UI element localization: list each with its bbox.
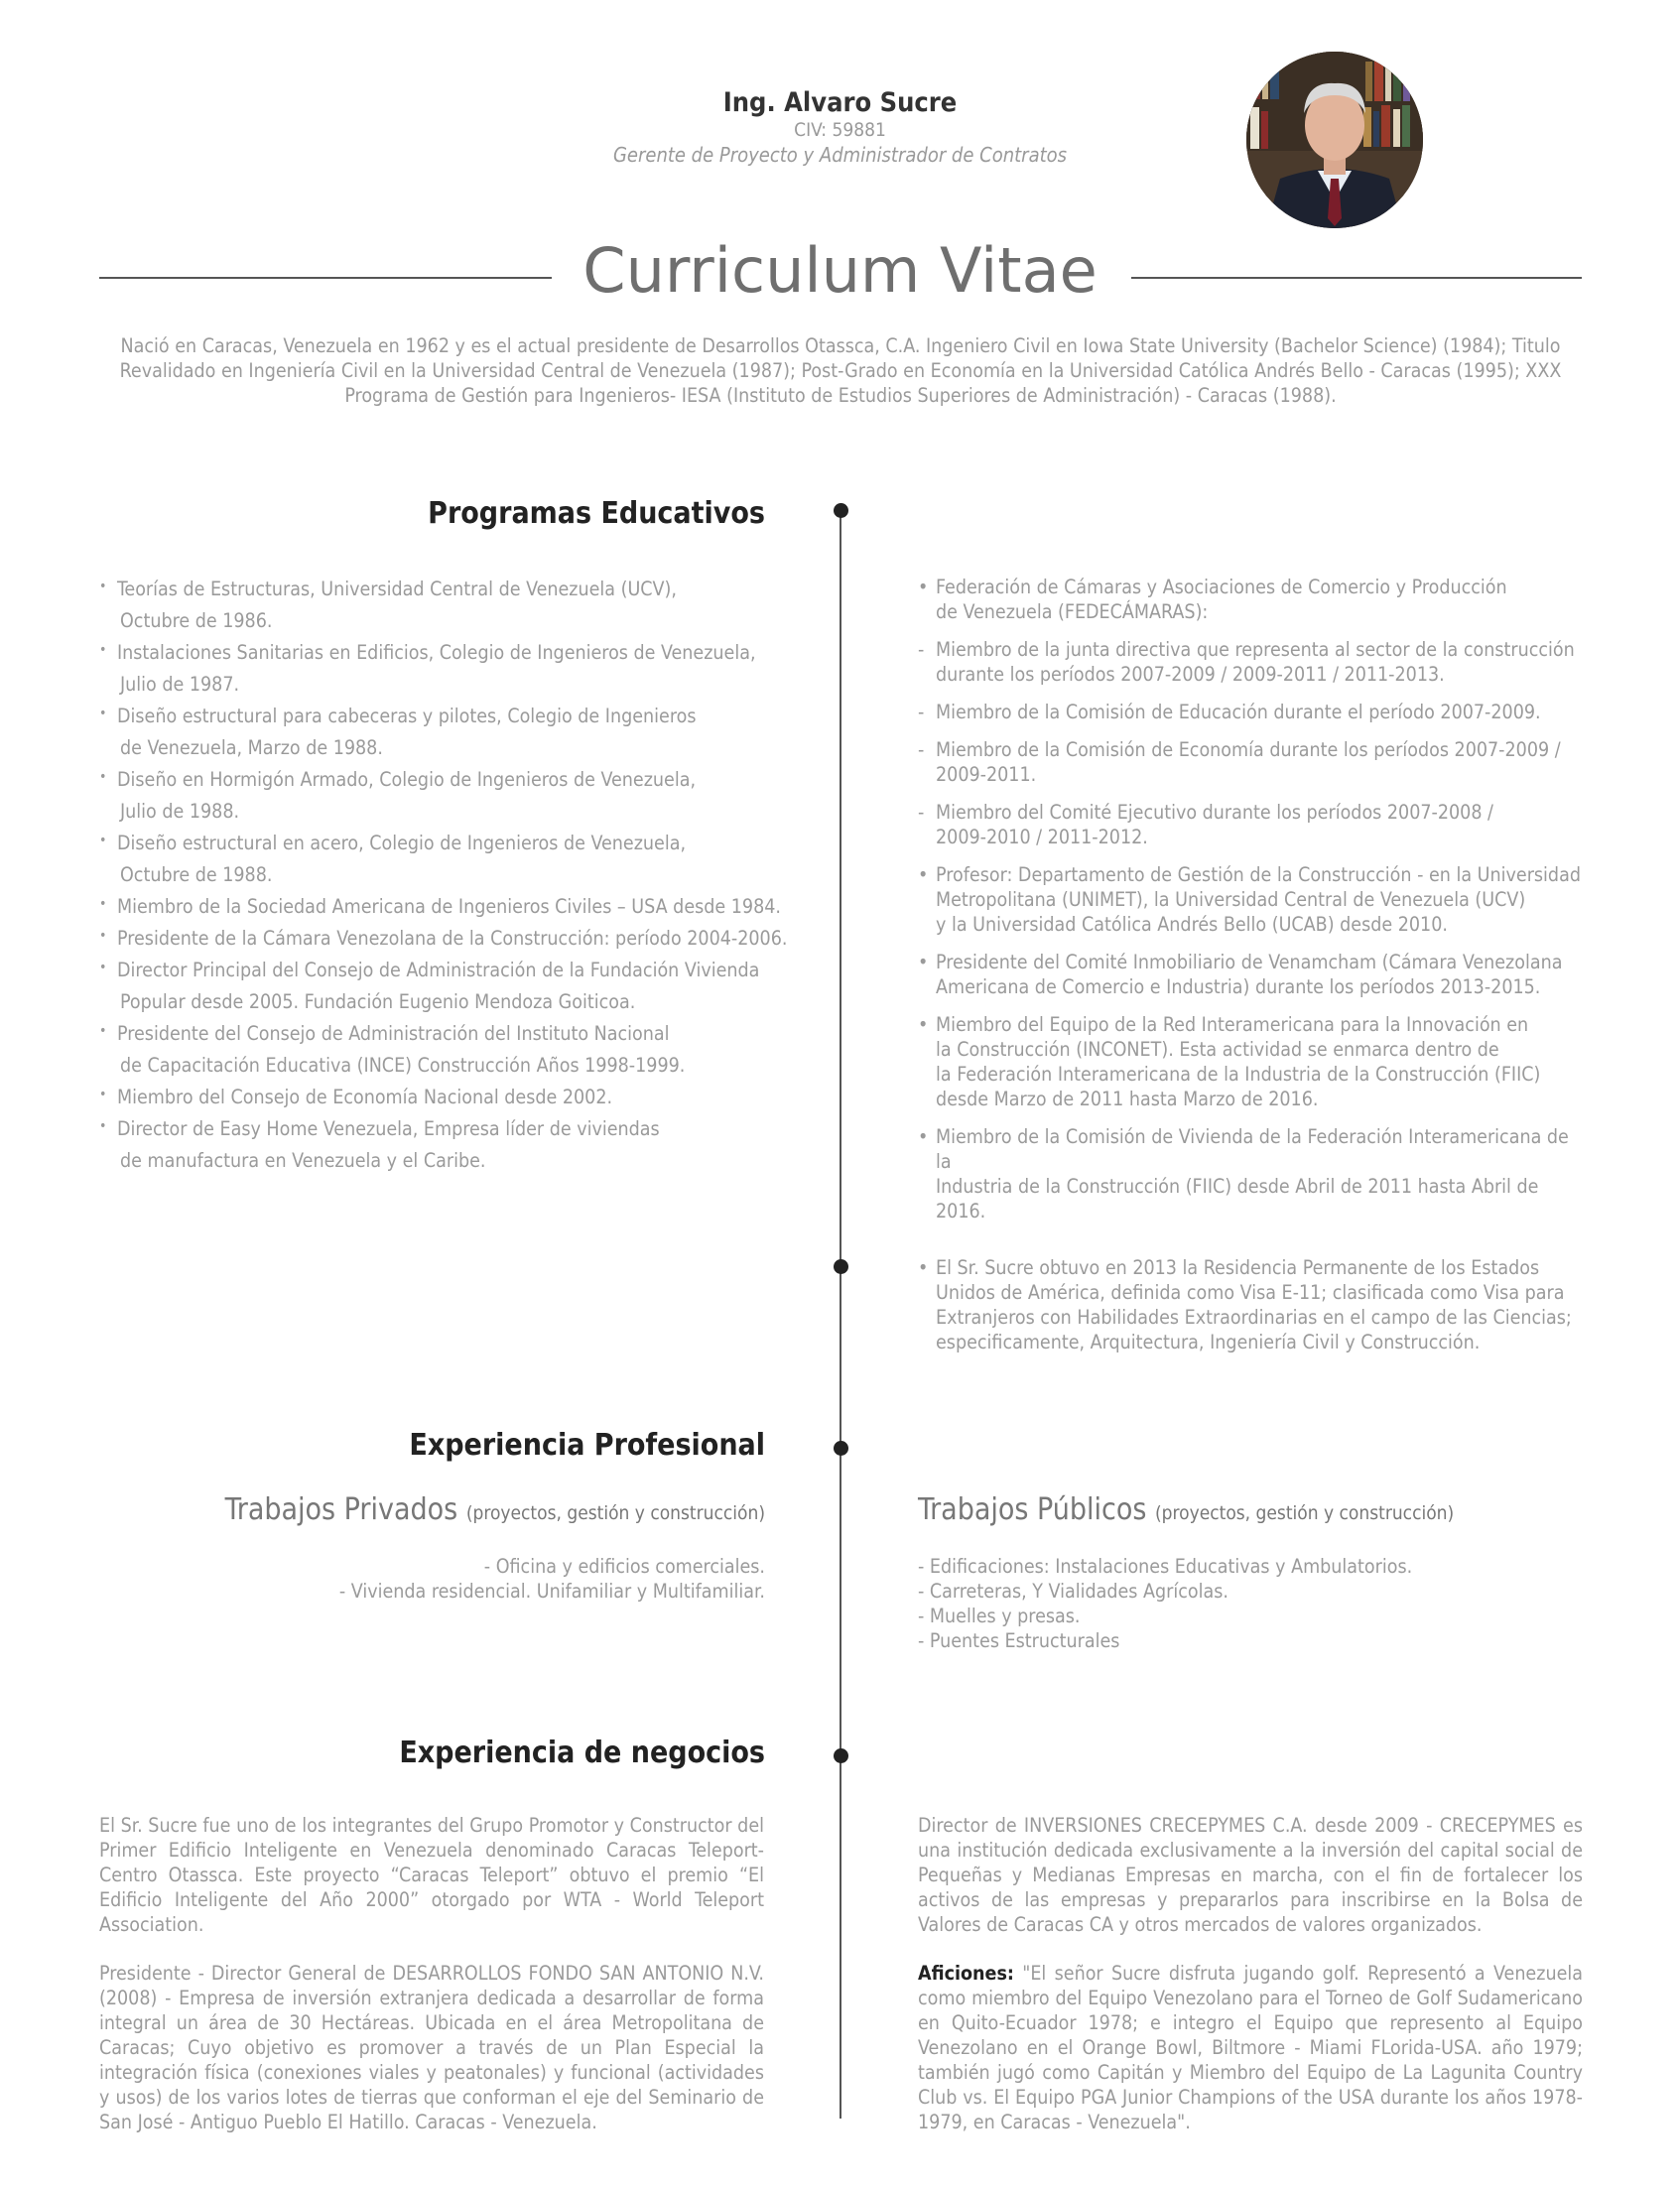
list-item: • Director de Easy Home Venezuela, Empresa líder de viviendas de manufactura en Venezuela y el Caribe. xyxy=(99,1117,660,1172)
business-paragraph: El Sr. Sucre fue uno de los integrantes del Grupo Promotor y Constructor del Primer Edificio Inteligente en Venezuela denominado Caracas Teleport-Centro Otassca. Este proyecto “Caracas Teleport” obtuvo el premio “El Edificio Inteligente del Año 2000” otorgado por WTA - World Teleport Association. xyxy=(99,1814,764,1936)
education-list xyxy=(99,574,794,1177)
list-item: • Diseño estructural en acero, Colegio de Ingenieros de Venezuela, Octubre de 1988. xyxy=(99,832,687,886)
list-item: • Miembro del Equipo de la Red Interamericana para la Innovación en la Construcción (INCONET). Esta actividad se enmarca dentro de la Federación Interamericana de la Industria de la Construcción (FIIC) desde Marzo de 2011 hasta Marzo de 2016. xyxy=(918,1013,1541,1110)
business-left-column xyxy=(99,1813,764,2134)
timeline-line xyxy=(840,511,841,2119)
person-name: Ing. Alvaro Sucre xyxy=(722,87,958,118)
list-item: • Profesor: Departamento de Gestión de la Construcción - en la Universidad Metropolitana (UNIMET), la Universidad Central de Venezuela (UCV) y la Universidad Católica Andrés Bello (UCAB) desde 2010. xyxy=(918,863,1581,936)
timeline-dot xyxy=(834,1748,848,1763)
section-title-education: Programas Educativos xyxy=(428,496,765,531)
list-item: • Diseño estructural para cabeceras y pilotes, Colegio de Ingenieros de Venezuela, Marzo de 1988. xyxy=(99,705,697,759)
job-title: Gerente de Proyecto y Administrador de Contratos xyxy=(612,143,1068,167)
list-item: • Diseño en Hormigón Armado, Colegio de Ingenieros de Venezuela, Julio de 1988. xyxy=(99,768,697,823)
list-item: - Miembro de la Comisión de Economía durante los períodos 2007-2009 / 2009-2011. xyxy=(918,738,1561,786)
list-item: • Presidente del Consejo de Administración del Instituto Nacional de Capacitación Educativa (INCE) Construcción Años 1998-1999. xyxy=(99,1022,686,1077)
civ-number: CIV: 59881 xyxy=(794,119,886,141)
business-paragraph: Presidente - Director General de DESARROLLOS FONDO SAN ANTONIO N.V. (2008) - Empresa de inversión extranjera dedicada a desarrollar de forma integral un área de 30 Hectáreas. Ubicada en el área Metropolitana de Caracas; Cuyo objetivo es promover a través de un Plan Especial la integración física (conexiones viales y peatonales) y funcional (actividades y usos) de los varios lotes de tierras que conforman el eje del Seminario de San José - Antiguo Pueblo El Hatillo. Caracas - Venezuela. xyxy=(99,1962,764,2133)
hobbies-paragraph: Aficiones: "El señor Sucre disfruta jugando golf. Representó a Venezuela como miembro del Equipo Venezolano para el Torneo de Golf Sudamericano en Quito-Ecuador 1978; e integro el Equipo que represento al Equipo Venezolano en el Orange Bowl, Biltmore - Miami FLorida-USA. año 1979; también jugó como Capitán y Miembro del Equipo de La Lagunita Country Club vs. El Equipo PGA Junior Champions of the USA durante los años 1978-1979, en Caracas - Venezuela". xyxy=(918,1962,1583,2133)
private-works-title: Trabajos Privados (proyectos, gestión y construcción) xyxy=(224,1492,765,1527)
page-title: Curriculum Vitae xyxy=(582,234,1098,307)
list-item: • Miembro de la Sociedad Americana de Ingenieros Civiles – USA desde 1984. xyxy=(99,895,781,918)
list-item: - Miembro del Comité Ejecutivo durante los períodos 2007-2008 / 2009-2010 / 2011-2012. xyxy=(918,801,1493,848)
section-title-business: Experiencia de negocios xyxy=(399,1736,765,1770)
title-rule-right xyxy=(1131,277,1582,279)
list-item: - Vivienda residencial. Unifamiliar y Multifamiliar. xyxy=(338,1580,765,1603)
timeline-dot xyxy=(834,1259,848,1274)
list-item: • Miembro de la Comisión de Vivienda de la Federación Interamericana de la Industria de la Construcción (FIIC) desde Abril de 2011 hasta Abril de 2016. xyxy=(918,1125,1569,1223)
list-item: - Puentes Estructurales xyxy=(918,1629,1120,1652)
business-paragraph: Director de INVERSIONES CRECEPYMES C.A. desde 2009 - CRECEPYMES es una institución dedicada exclusivamente a la inversión del capital social de Pequeñas y Medianas Empresas en marcha, con el fin de fortalecer los activos de las empresas y prepararlos para inscribirse en la Bolsa de Valores de Caracas CA y otros mercados de valores organizados. xyxy=(918,1814,1583,1936)
list-item: - Miembro de la Comisión de Educación durante el período 2007-2009. xyxy=(918,701,1541,723)
portrait-image xyxy=(1246,52,1423,228)
list-item: • Director Principal del Consejo de Administración de la Fundación Vivienda Popular desde 2005. Fundación Eugenio Mendoza Goiticoa. xyxy=(99,959,760,1013)
list-item: • Miembro del Consejo de Economía Nacional desde 2002. xyxy=(99,1086,613,1108)
list-item: - Miembro de la junta directiva que representa al sector de la construcción durante los períodos 2007-2009 / 2009-2011 / 2011-2013. xyxy=(918,638,1575,686)
intro-paragraph: Nació en Caracas, Venezuela en 1962 y es el actual presidente de Desarrollos Otassca, C.A. Ingeniero Civil en Iowa State University (Bachelor Science) (1984); Titulo Revalidado en Ingeniería Civil en la Universidad Central de Venezuela (1987); Post-Grado en Economía en la Universidad Católica Andrés Bello - Caracas (1995); XXX Programa de Gestión para Ingenieros- IESA (Instituto de Estudios Superiores de Administración) - Caracas (1988). xyxy=(119,334,1562,407)
list-item: • Presidente del Comité Inmobiliario de Venamcham (Cámara Venezolana Americana de Comercio e Industria) durante los períodos 2013-2015. xyxy=(918,951,1563,998)
list-item: • Teorías de Estructuras, Universidad Central de Venezuela (UCV), Octubre de 1986. xyxy=(99,578,677,632)
list-item: - Oficina y edificios comerciales. xyxy=(483,1555,765,1578)
education-right-list xyxy=(918,575,1583,1236)
private-works-list xyxy=(339,1554,765,1604)
section-title-experience: Experiencia Profesional xyxy=(409,1428,765,1463)
list-item: - Carreteras, Y Vialidades Agrícolas. xyxy=(918,1580,1228,1603)
list-item: • Federación de Cámaras y Asociaciones de Comercio y Producción de Venezuela (FEDECÁMARAS): xyxy=(918,576,1507,623)
list-item: • Instalaciones Sanitarias en Edificios, Colegio de Ingenieros de Venezuela, Julio de 1987. xyxy=(99,641,756,696)
profile-photo xyxy=(1246,52,1423,228)
list-item: - Edificaciones: Instalaciones Educativas y Ambulatorios. xyxy=(918,1555,1413,1578)
business-right-column xyxy=(918,1813,1583,2134)
public-works-title: Trabajos Públicos (proyectos, gestión y construcción) xyxy=(918,1492,1455,1527)
hobbies-label: Aficiones: xyxy=(918,1962,1014,1985)
list-item: - Muelles y presas. xyxy=(918,1605,1081,1627)
public-works-list xyxy=(918,1554,1412,1653)
residency-note: • El Sr. Sucre obtuvo en 2013 la Residencia Permanente de los Estados Unidos de América, definida como Visa E-11; clasificada como Visa para Extranjeros con Habilidades Extraordinarias en el campo de las Ciencias; especificamente, Arquitectura, Ingeniería Civil y Construcción. xyxy=(918,1256,1572,1353)
list-item: • Presidente de la Cámara Venezolana de la Construcción: período 2004-2006. xyxy=(99,927,788,950)
timeline-dot xyxy=(834,503,848,518)
timeline-dot xyxy=(834,1441,848,1456)
